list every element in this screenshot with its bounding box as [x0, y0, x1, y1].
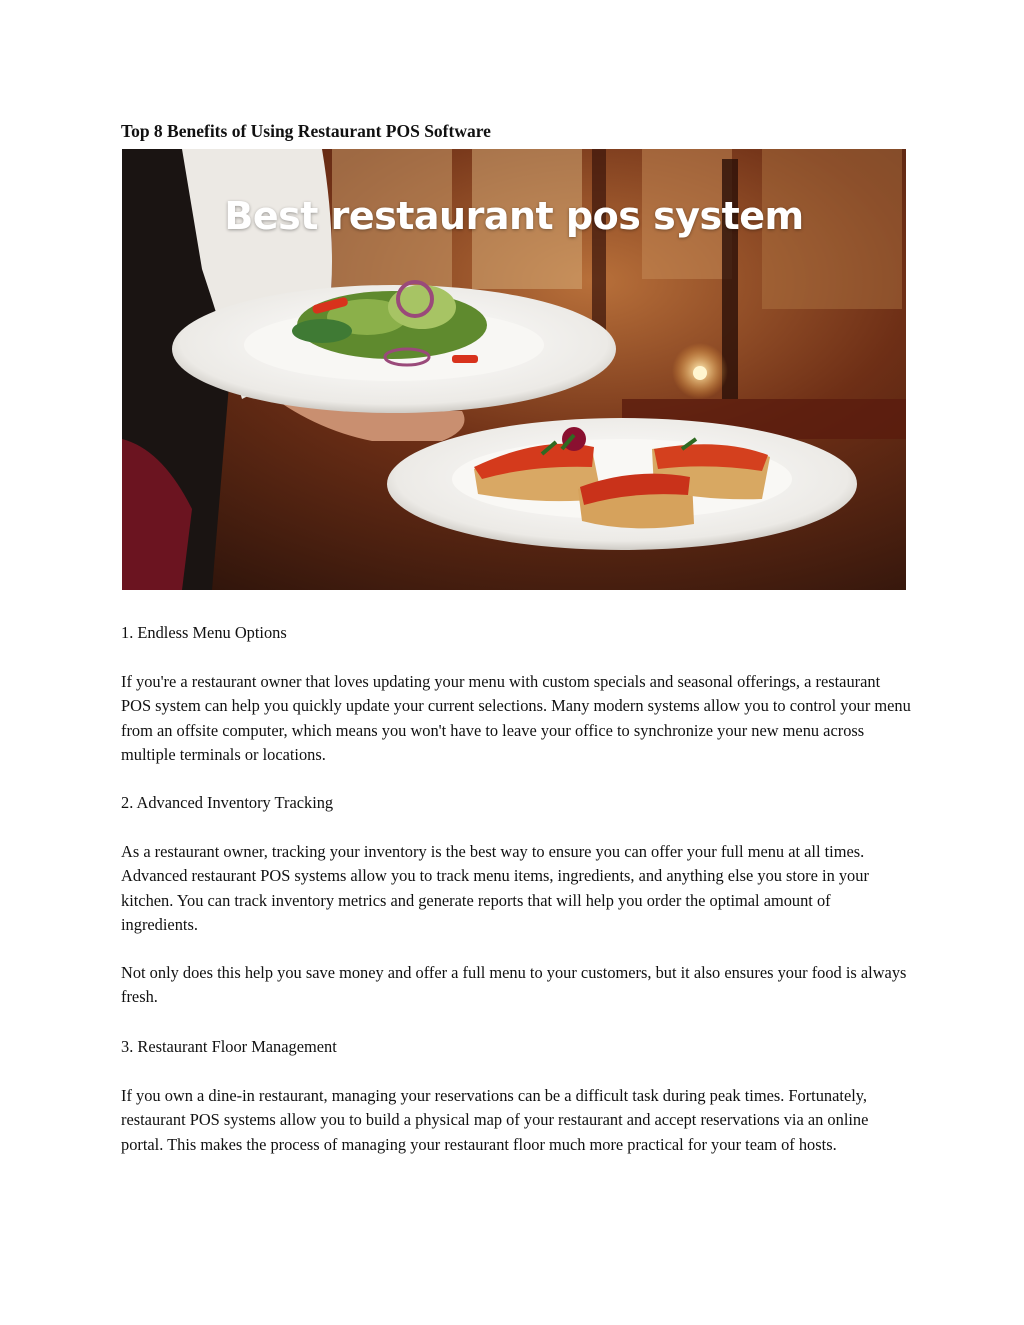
- section-2-paragraph-1: As a restaurant owner, tracking your inventory is the best way to ensure you can offer your full menu at all times. Advanced restaurant POS systems allow you to track menu items, ingredients, and anything else you store in your kitchen. You can track inventory metrics and generate reports that will help you order the optimal amount of ingredients.: [121, 842, 869, 935]
- hero-caption: Best restaurant pos system: [224, 194, 804, 238]
- section-2-heading: 2. Advanced Inventory Tracking: [121, 793, 334, 812]
- document-title: Top 8 Benefits of Using Restaurant POS Software: [121, 121, 491, 141]
- section-3-heading: 3. Restaurant Floor Management: [121, 1037, 337, 1056]
- section-3-paragraph: If you own a dine-in restaurant, managing your reservations can be a difficult task during peak times. Fortunately, restaurant POS systems allow you to build a physical map of your restaurant and accept reservations via an online portal. This makes the process of managing your restaurant floor much more practical for your team of hosts.: [121, 1086, 869, 1154]
- section-1-heading: 1. Endless Menu Options: [121, 623, 287, 642]
- hero-image: [122, 149, 906, 590]
- section-1-paragraph: If you're a restaurant owner that loves updating your menu with custom specials and seasonal offerings, a restaurant POS system can help you quickly update your current selections. Many modern systems allow you to control your menu from an offsite computer, which means you won't have to leave your office to synchronize your new menu across multiple terminals or locations.: [121, 672, 911, 765]
- section-2-paragraph-2: Not only does this help you save money and offer a full menu to your customers, but it also ensures your food is always fresh.: [121, 963, 907, 1007]
